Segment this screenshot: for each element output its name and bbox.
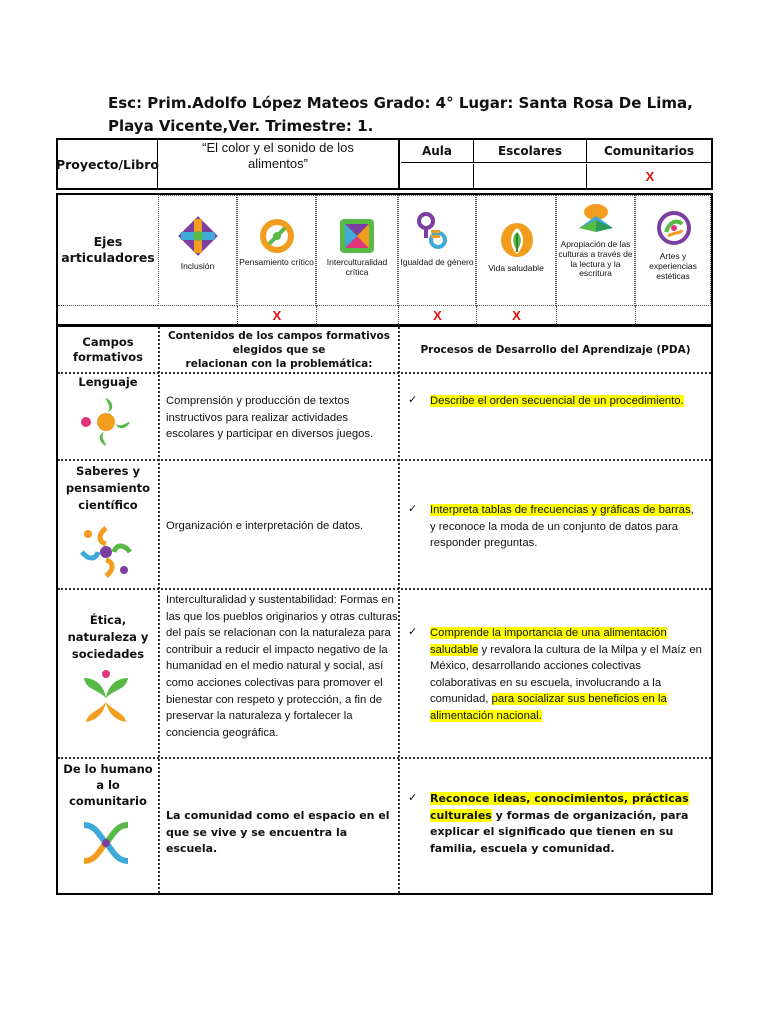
campos-header-col2 [160,327,398,372]
campos-divider-2 [398,327,400,893]
project-title [158,140,400,188]
eje-label-vida-saludable: Vida saludable [488,263,544,273]
campos-divider-1 [158,327,160,893]
project-title-line-2: alimentos” [248,156,308,171]
pda-etica: Comprende la importancia de una alimentación saludable y revalora la cultura de la Milpa y el Maíz en México, desarrollando acciones colectivas colaborativas en su escuela, involucrando a la comunidad, para socializar sus beneficios en la alimentación nacional. [430,627,702,722]
pda-saberes: Interpreta tablas de frecuencias y gráficas de barras, y reconoce la moda de un conjunto de datos para responder preguntas. [430,504,694,550]
eje-mark-pensamiento: X [237,306,316,324]
eje-cell-interculturalidad [316,195,398,306]
campo-label-saberes: Saberes y pensamiento científico [65,464,151,512]
saberes-icon [76,522,136,582]
campo-content-lenguaje: Comprensión y producción de textos instructivos para realizar actividades escolares y participar en diversos juegos. [166,395,374,441]
campo-label-lenguaje: Lenguaje [78,375,138,389]
scope-mark-escolares [474,164,587,188]
campos-header-col1 [58,327,158,372]
eje-label-igualdad: Igualdad de género [400,257,474,267]
arts-icon [656,210,692,246]
reading-writing-icon [575,202,617,232]
scope-mark-aula [401,164,474,188]
check-icon: ✓ [408,503,418,515]
etica-icon [78,668,134,728]
eje-cell-apropiacion [556,195,635,306]
scope-header-aula: Aula [401,140,474,163]
ejes-label-line-2: articuladores [61,250,155,265]
row-divider-4 [58,757,711,759]
campo-content-etica: Interculturalidad y sustentabilidad: Formas en las que los pueblos originarios y otras culturas del país se relacionan con la naturaleza para contribuir a reducir el impacto negativo de la humanidad en el medio natural y social, así como acciones colectivas para promover el bienestar con respeto y protección, a fin de preservar la naturaleza y fortalecer la conciencia geográfica. [166,594,398,739]
eje-label-pensamiento: Pensamiento crítico [239,257,314,267]
gender-equality-icon [415,210,451,252]
eje-mark-interculturalidad [316,306,398,324]
campos-header-col2-line-3: relacionan con la problemática: [185,357,373,370]
scope-header-comunitarios: Comunitarios [587,140,711,163]
check-icon: ✓ [408,792,418,804]
ejes-label [58,195,158,305]
eje-cell-igualdad [398,195,476,306]
project-title-line-1: “El color y el sonido de los [202,140,354,155]
eje-label-inclusion: Inclusión [180,261,215,271]
pda-lenguaje: Describe el orden secuencial de un procedimiento. [430,395,684,407]
campos-header-col3: Procesos de Desarrollo del Aprendizaje (PDA) [420,343,691,356]
eje-cell-vida-saludable [476,195,556,306]
inclusion-icon [178,216,218,256]
eje-cell-inclusion [158,195,237,306]
campos-header-col1-line-1: Campos [82,334,134,349]
eje-mark-inclusion [158,306,237,324]
ejes-divider [58,305,158,306]
humano-icon [78,815,134,871]
check-icon: ✓ [408,626,418,638]
header-line-1: Esc: Prim.Adolfo López Mateos Grado: 4° Lugar: Santa Rosa De Lima, [108,94,693,112]
row-divider-1 [58,372,711,374]
row-divider-3 [58,588,711,590]
campos-header-col2-line-1: Contenidos de los campos formativos [167,329,391,342]
healthy-life-icon [497,220,537,260]
scope-header-escolares: Escolares [474,140,587,163]
campos-header-col1-line-2: formativos [73,349,143,364]
check-icon: ✓ [408,394,418,406]
lenguaje-icon [78,394,134,450]
header-line-2: Playa Vicente,Ver. Trimestre: 1. [108,117,374,135]
eje-mark-igualdad: X [398,306,476,324]
eje-cell-pensamiento [237,195,316,306]
interculturality-icon [337,216,377,256]
campo-label-etica: Ética, naturaleza y sociedades [67,613,149,661]
eje-cell-artes [635,195,711,306]
pda-humano: Reconoce ideas, conocimientos, prácticas culturales y formas de organización, para explicar el significado que tienen en su familia, escuela y comunidad. [430,792,689,855]
eje-mark-apropiacion [556,306,635,324]
campos-header-col2-line-2: elegidos que se [232,343,326,356]
scope-mark-comunitarios: X [645,168,655,184]
campo-content-saberes: Organización e interpretación de datos. [166,520,364,532]
eje-label-apropiacion: Apropiación de las culturas a través de la lectura y la escritura [558,239,633,279]
project-label: Proyecto/Libro [58,140,158,188]
critical-thinking-icon [257,216,297,256]
eje-mark-artes [635,306,711,324]
eje-label-artes: Artes y experiencias estéticas [649,251,697,281]
eje-mark-vida-saludable: X [476,306,556,324]
row-divider-2 [58,459,711,461]
eje-label-interculturalidad: Interculturalidad crítica [326,257,388,277]
campo-label-humano: De lo humano a lo comunitario [63,762,153,808]
campo-content-humano: La comunidad como el espacio en el que se vive y se encuentra la escuela. [166,809,390,856]
ejes-label-line-1: Ejes [93,234,123,249]
